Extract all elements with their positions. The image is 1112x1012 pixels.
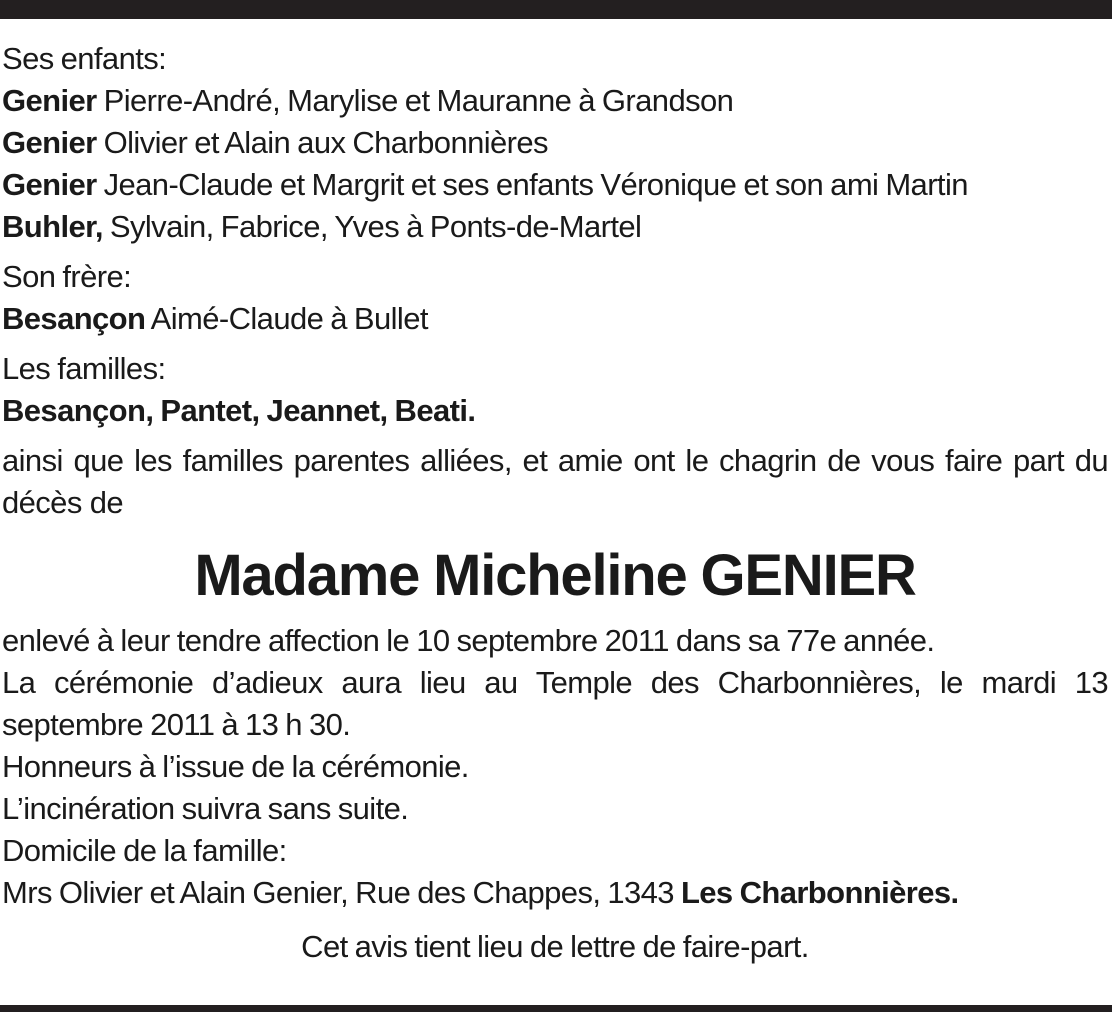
address-locality: Les Charbonnières. [680,875,959,910]
domicile-heading: Domicile de la famille: [2,833,287,868]
footer-note: Cet avis tient lieu de lettre de faire-part. [301,929,809,964]
intro-paragraph: ainsi que les familles parentes alliées, et amie ont le chagrin de vous faire part du décès de [2,443,1108,520]
child-entry [2,80,1108,122]
brother-entry-text: Aimé-Claude à Bullet [145,301,428,336]
child-entry-text: Olivier et Alain aux Charbonnières [96,125,548,160]
child-entry [2,206,1108,248]
top-border-rule [0,0,1112,19]
families-heading: Les familles: [2,351,166,386]
families-names-text: Besançon, Pantet, Jeannet, Beati. [2,393,476,428]
child-entry [2,164,1108,206]
address-text: Mrs Olivier et Alain Genier, Rue des Chappes, 1343 [2,875,681,910]
child-entry-text: Jean-Claude et Margrit et ses enfants Véronique et son ami Martin [96,167,968,202]
brother-entry [2,298,1108,340]
address-line [2,872,1108,914]
deceased-name: Madame Micheline GENIER [194,543,916,608]
child-entry-text: Pierre-André, Marylise et Mauranne à Grandson [96,83,734,118]
brother-heading: Son frère: [2,259,132,294]
bottom-border-rule [0,1005,1112,1012]
family-name: Genier [2,83,97,118]
ceremony-paragraph: La cérémonie d’adieux aura lieu au Temple des Charbonnières, le mardi 13 septembre 2011 à 13 h 30. [2,665,1108,742]
families-names [2,390,1108,432]
cremation-line: L’incinération suivra sans suite. [2,791,409,826]
family-name: Besançon [2,301,146,336]
death-notice [2,38,1108,968]
family-name: Buhler, [2,209,103,244]
honours-line: Honneurs à l’issue de la cérémonie. [2,749,469,784]
family-name: Genier [2,167,97,202]
children-heading: Ses enfants: [2,41,167,76]
child-entry [2,122,1108,164]
affection-line: enlevé à leur tendre affection le 10 septembre 2011 dans sa 77e année. [2,623,935,658]
child-entry-text: Sylvain, Fabrice, Yves à Ponts-de-Martel [102,209,642,244]
family-name: Genier [2,125,97,160]
